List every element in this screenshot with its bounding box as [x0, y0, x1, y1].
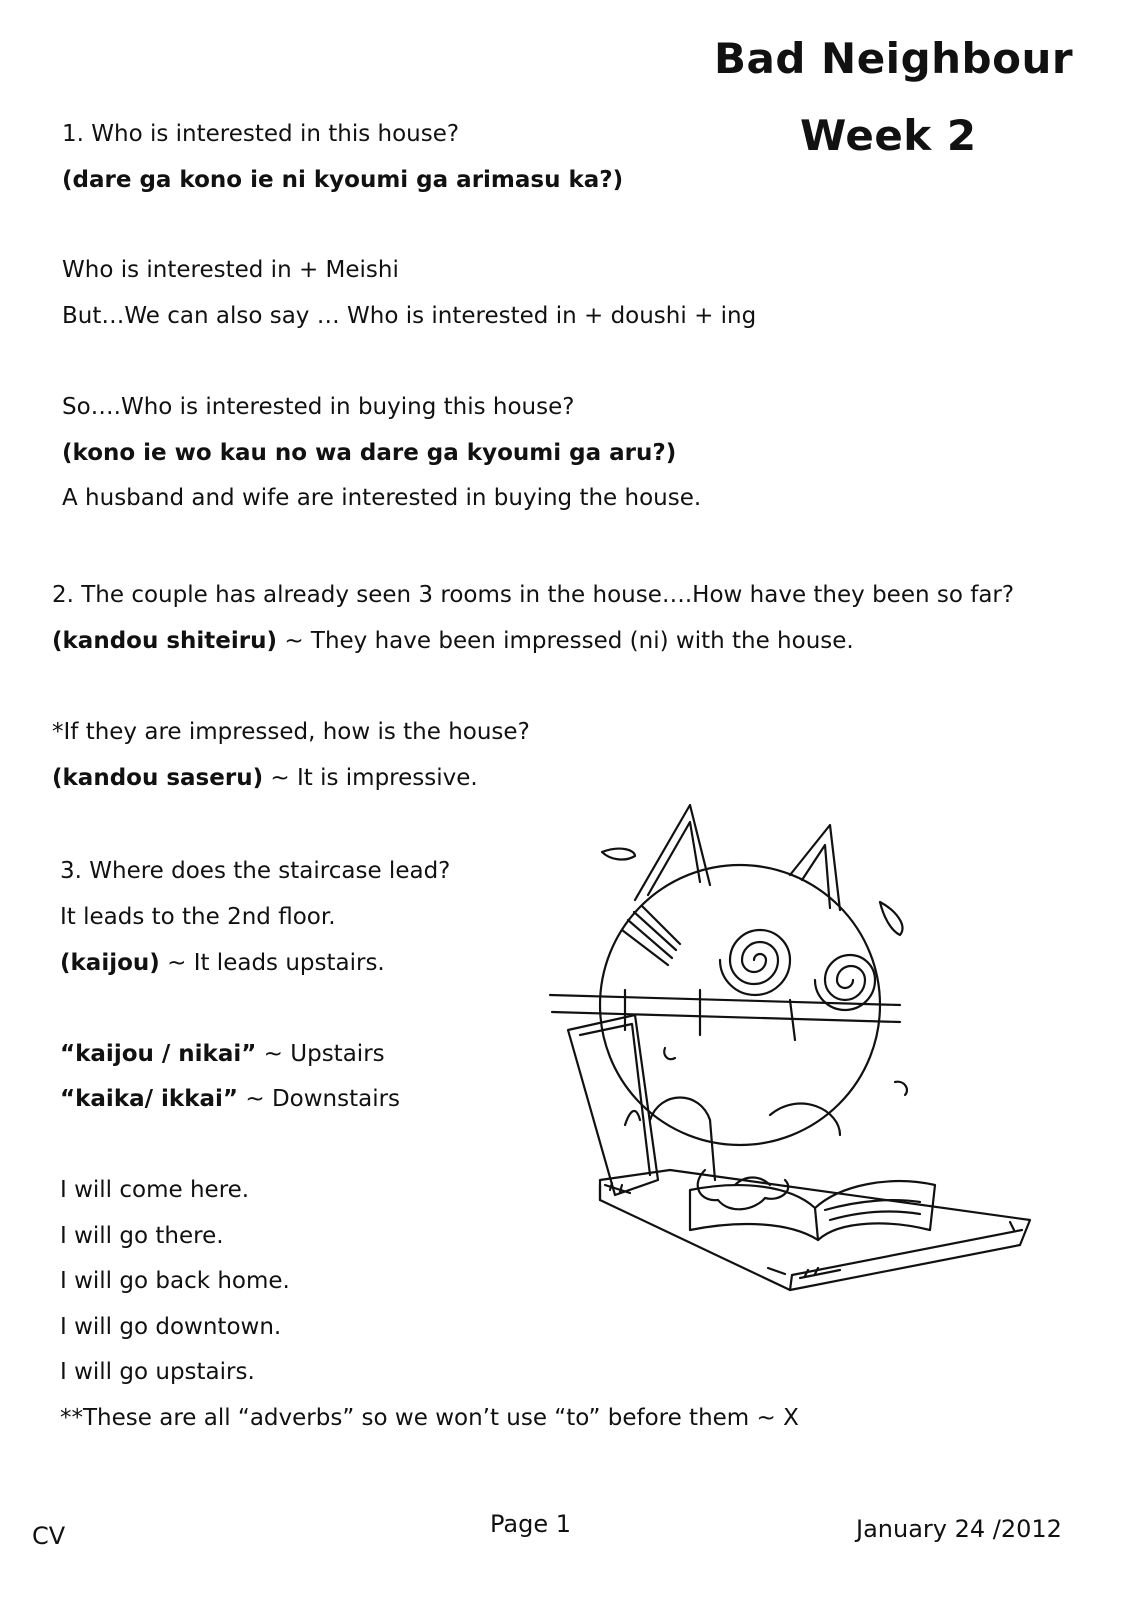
example-sentence: I will come here. [60, 1177, 250, 1203]
q1-answer: A husband and wife are interested in buying the house. [62, 485, 702, 511]
q1-rule-meishi: Who is interested in + Meishi [62, 257, 399, 283]
q1-example-question: So….Who is interested in buying this house? [62, 394, 575, 420]
author-initials: CV [32, 1522, 66, 1550]
q2-followup-answer: ~ It is impressive. [263, 765, 478, 791]
vocab-upstairs [60, 1040, 385, 1068]
vocab-downstairs-meaning: ~ Downstairs [238, 1086, 401, 1112]
q1-example-japanese: (kono ie wo kau no wa dare ga kyoumi ga aru?) [62, 440, 677, 466]
q2-term-kandou-saseru: (kandou saseru) [52, 765, 264, 791]
q3-term-line [60, 949, 385, 977]
vocab-downstairs-term: “kaika/ ikkai” [60, 1086, 239, 1112]
q3-answer: It leads to the 2nd floor. [60, 904, 336, 930]
q2-answer-line [52, 627, 854, 655]
page-number: Page 1 [490, 1510, 571, 1538]
q3-question: 3. Where does the staircase lead? [60, 858, 451, 884]
example-sentence: I will go back home. [60, 1268, 290, 1294]
q1-rule-doushi: But…We can also say … Who is interested in + doushi + ing [62, 303, 757, 329]
q1-japanese: (dare ga kono ie ni kyoumi ga arimasu ka?) [62, 167, 624, 193]
example-sentence: I will go upstairs. [60, 1359, 255, 1385]
week-label: Week 2 [800, 111, 977, 160]
page-title: Bad Neighbour [714, 34, 1074, 83]
q2-term-kandou-shiteiru: (kandou shiteiru) [52, 628, 278, 654]
vocab-upstairs-meaning: ~ Upstairs [256, 1041, 385, 1067]
vocab-downstairs [60, 1085, 400, 1113]
q3-term-kaijou: (kaijou) [60, 950, 160, 976]
cat-reading-illustration [540, 790, 1060, 1320]
q2-followup-line [52, 764, 478, 792]
q3-term-answer: ~ It leads upstairs. [159, 950, 385, 976]
vocab-upstairs-term: “kaijou / nikai” [60, 1041, 257, 1067]
example-sentence: I will go downtown. [60, 1314, 282, 1340]
q2-question: 2. The couple has already seen 3 rooms in the house….How have they been so far? [52, 582, 1015, 608]
q1-question: 1. Who is interested in this house? [62, 121, 460, 147]
adverb-note: **These are all “adverbs” so we won’t use “to” before them ~ X [60, 1405, 799, 1431]
q2-followup-question: *If they are impressed, how is the house? [52, 719, 530, 745]
example-sentence: I will go there. [60, 1223, 224, 1249]
q2-answer-text: ~ They have been impressed (ni) with the house. [277, 628, 854, 654]
date-label: January 24 /2012 [856, 1515, 1062, 1543]
